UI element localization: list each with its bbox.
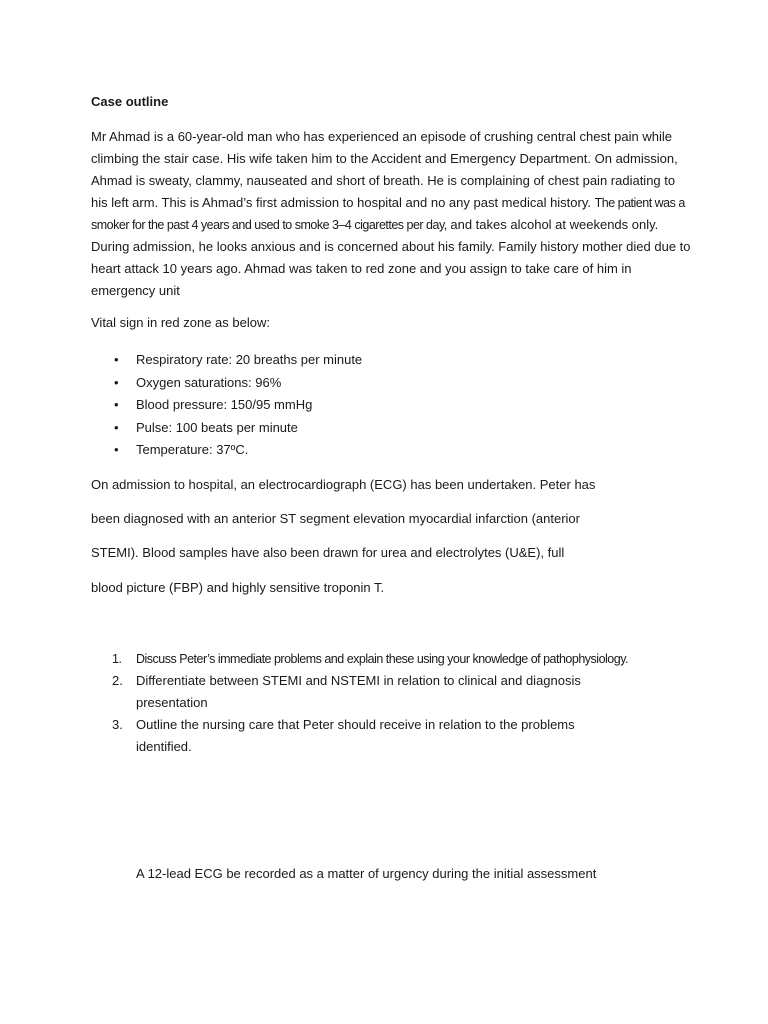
vital-sign-text: Oxygen saturations: 96% <box>136 374 282 390</box>
ecg-note: A 12-lead ECG be recorded as a matter of urgency during the initial assessment <box>136 866 597 881</box>
assignment-questions-list <box>112 648 632 758</box>
question-item <box>112 648 632 670</box>
vital-sign-item <box>91 439 362 462</box>
case-intro-paragraph <box>91 126 691 302</box>
diagnosis-line: been diagnosed with an anterior ST segment elevation myocardial infarction (anterior <box>91 511 580 526</box>
diagnosis-line: STEMI). Blood samples have also been drawn for urea and electrolytes (U&E), full <box>91 545 565 560</box>
case-outline-heading: Case outline <box>91 94 169 109</box>
vital-signs-title: Vital sign in red zone as below: <box>91 315 270 330</box>
question-text: Differentiate between STEMI and NSTEMI in relation to clinical and diagnosis presentation <box>136 673 581 710</box>
vital-sign-item <box>91 349 362 372</box>
vital-sign-text: Respiratory rate: 20 breaths per minute <box>136 352 363 367</box>
question-item <box>112 670 632 714</box>
bullet-icon: • <box>114 397 119 412</box>
vital-sign-text: Temperature: 37ºC. <box>136 442 249 457</box>
vital-sign-item <box>91 372 362 395</box>
intro-text-part1: Mr Ahmad is a 60-year-old man who has experienced an episode of crushing central chest pain while climbing the stair case. His wife taken him to the Accident and Emergency Department. On admission, Ahmad is sweaty, clammy, nauseated and short of breath. He is complaining of chest pain radiating to his left arm. This is Ahmad’s first admission to hospital and no any past medical history. <box>91 129 678 210</box>
vital-sign-text: Blood pressure: 150/95 mmHg <box>136 397 313 412</box>
question-item <box>112 714 632 758</box>
bullet-icon: • <box>114 374 119 390</box>
question-text: Discuss Peter’s immediate problems and explain these using your knowledge of pathophysiology. <box>136 652 628 666</box>
bullet-icon: • <box>114 419 119 435</box>
intro-text-part3: and takes alcohol at weekends only. During admission, he looks anxious and is concerned about his family. Family history mother died due to heart attack 10 years ago. Ahmad was taken to red zone and you assign to take care of him in emergency unit <box>91 217 691 298</box>
question-number: 3. <box>112 717 123 732</box>
question-number: 1. <box>112 652 122 666</box>
diagnosis-line: blood picture (FBP) and highly sensitive troponin T. <box>91 580 385 595</box>
diagnosis-line: On admission to hospital, an electrocardiograph (ECG) has been undertaken. Peter has <box>91 477 596 492</box>
bullet-icon: • <box>114 352 119 367</box>
vital-signs-list <box>91 349 362 462</box>
vital-sign-item <box>91 417 362 440</box>
vital-sign-item <box>91 394 362 417</box>
question-text: Outline the nursing care that Peter should receive in relation to the problems identified. <box>136 717 575 754</box>
intro-text-smoking: The patient was a smoker for the past 4 years and used to smoke 3–4 cigarettes per day, <box>91 196 685 232</box>
question-number: 2. <box>112 673 123 688</box>
vital-sign-text: Pulse: 100 beats per minute <box>136 419 298 435</box>
bullet-icon: • <box>114 442 119 457</box>
